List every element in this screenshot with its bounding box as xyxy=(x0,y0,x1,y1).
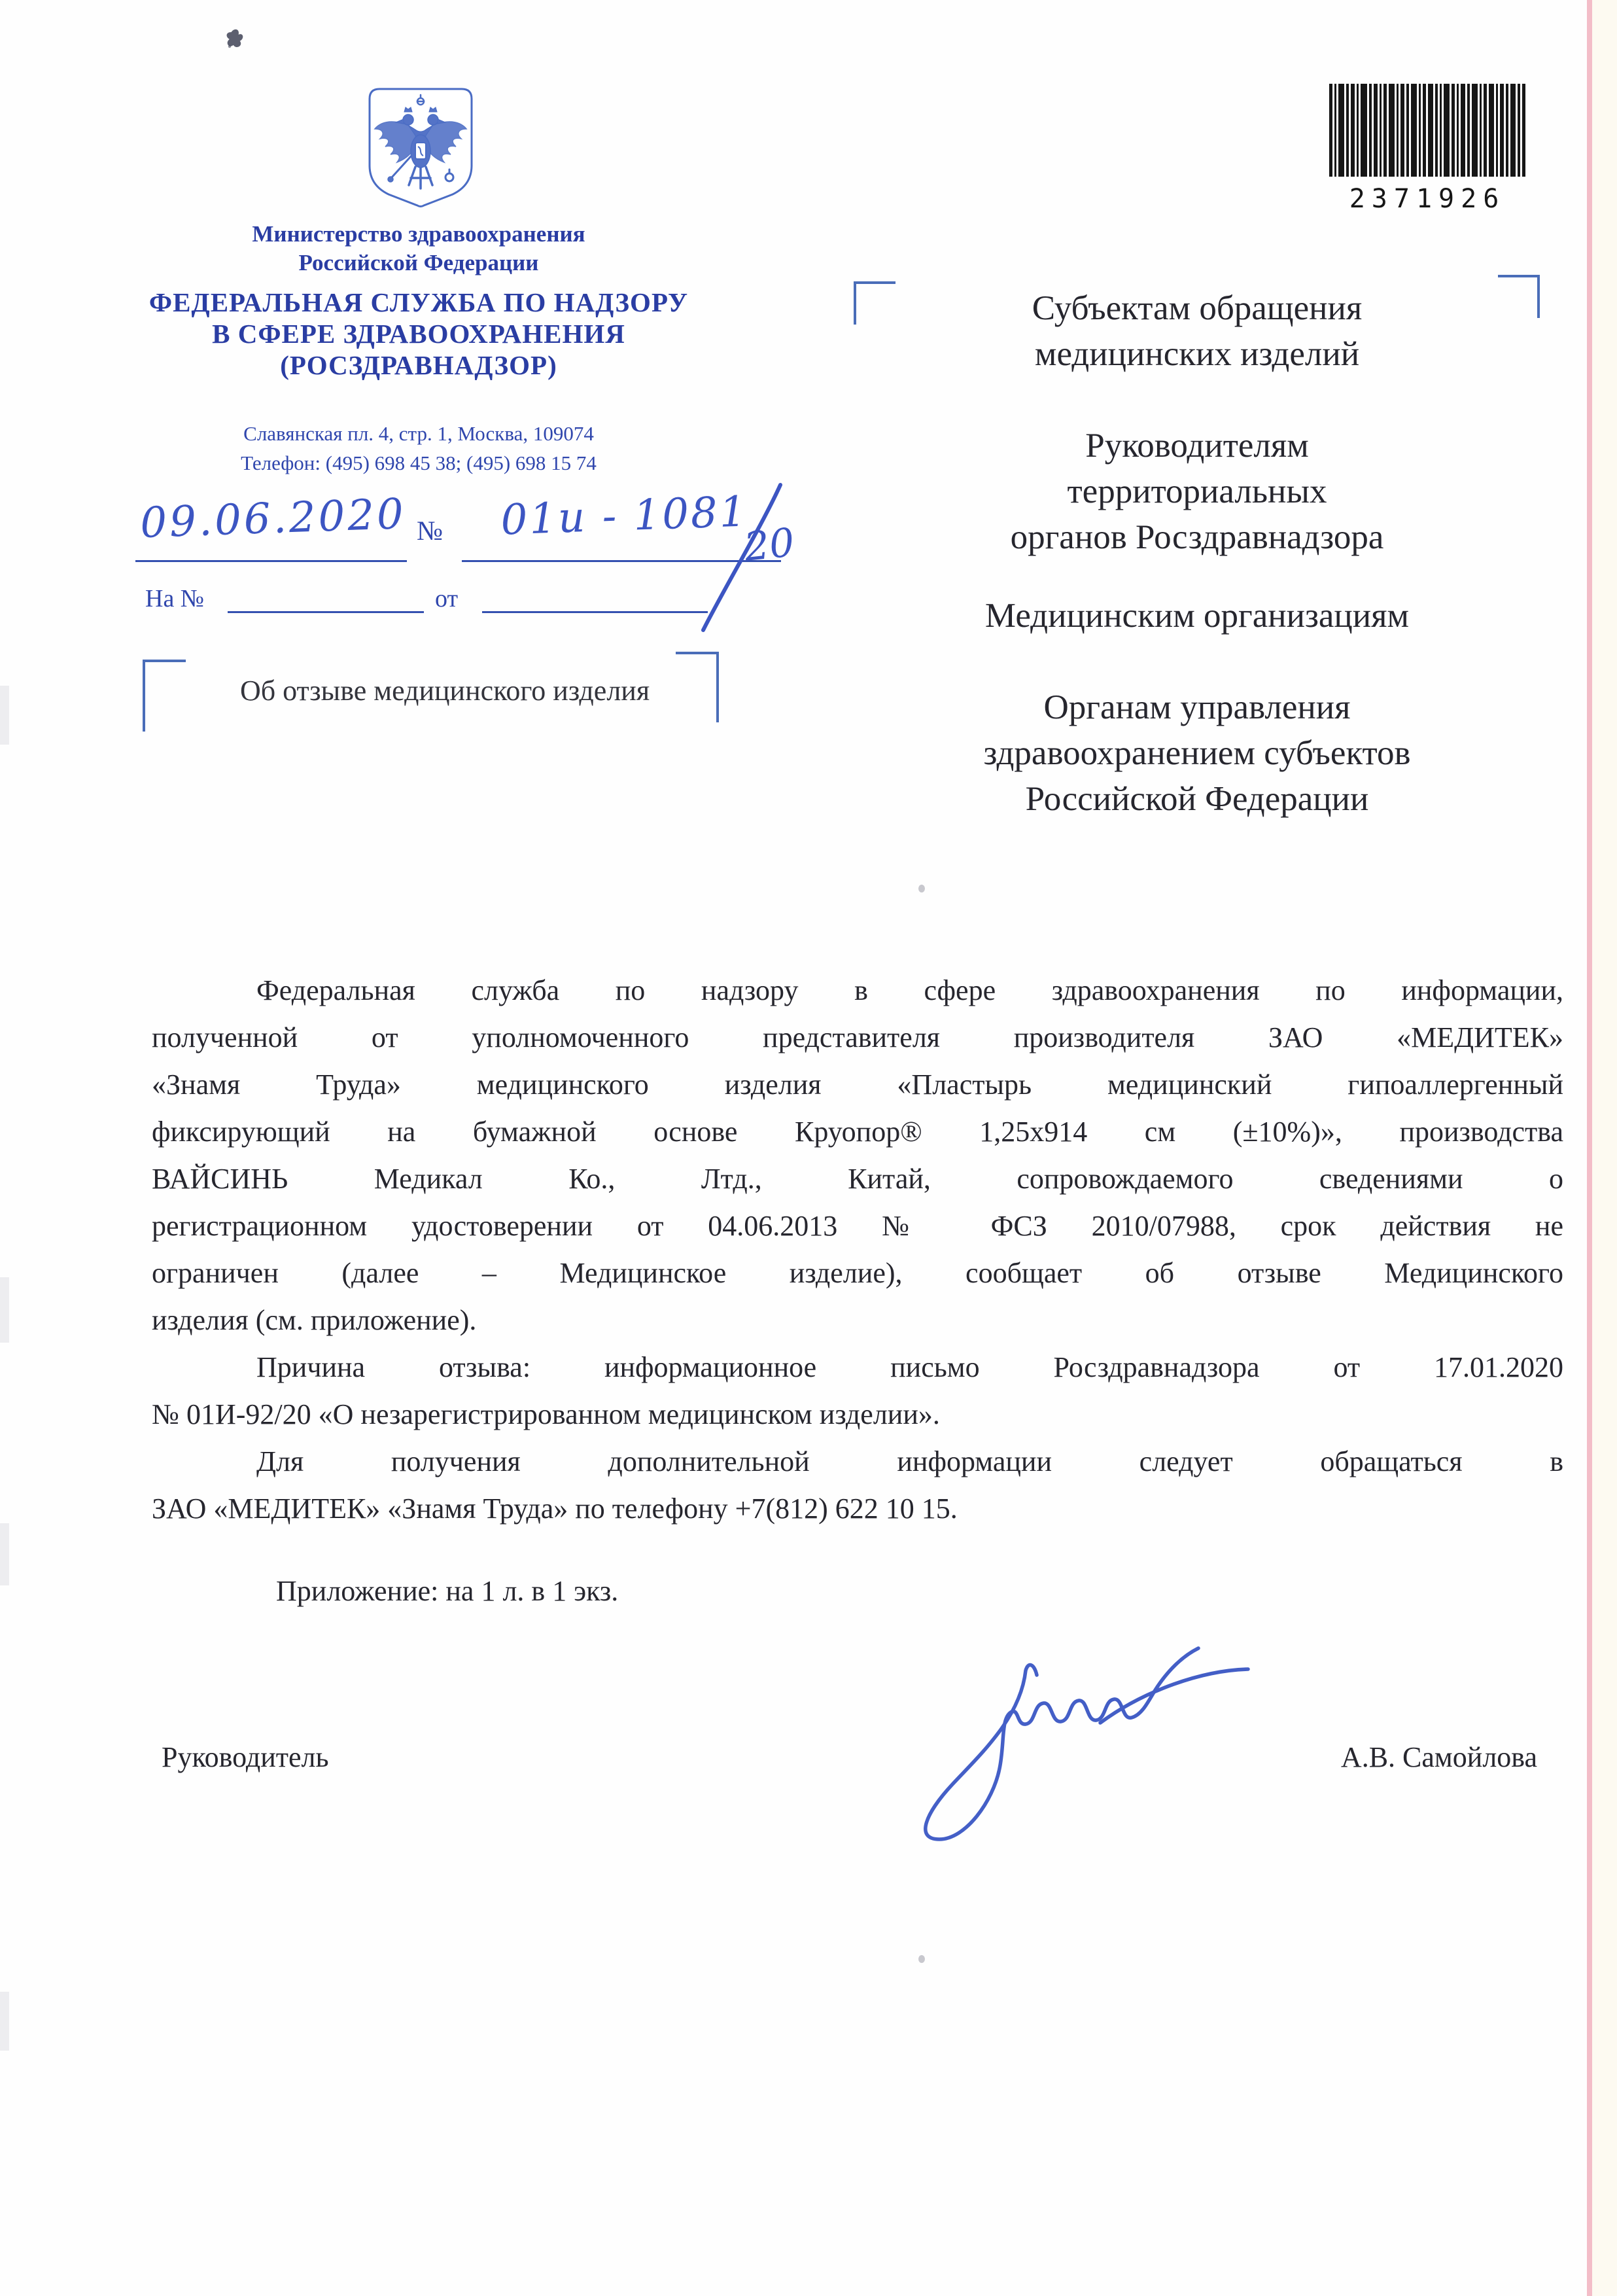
scan-edge-strip xyxy=(1592,0,1617,2296)
signer-name: А.В. Самойлова xyxy=(1340,1741,1537,1773)
recipient-line: Органам управления xyxy=(1043,688,1351,726)
handwritten-number: 01и - 1081 xyxy=(500,487,749,545)
scan-streak xyxy=(0,686,9,745)
scan-speck xyxy=(918,885,925,892)
recipients-block xyxy=(850,285,1544,822)
recipient-group xyxy=(850,423,1544,560)
recipient-line: Российской Федерации xyxy=(1025,780,1369,818)
body-line: Для получения дополнительной информации следует обращаться в xyxy=(256,1445,1563,1477)
body-line: № 01И-92/20 «О незарегистрированном медицинском изделии». xyxy=(152,1398,940,1430)
ink-smudge-icon xyxy=(224,26,247,52)
letter-body xyxy=(152,967,1563,1532)
ministry-line2: Российской Федерации xyxy=(298,250,539,275)
contact-block xyxy=(111,419,726,478)
scan-streak xyxy=(0,1277,9,1343)
ot-underline xyxy=(482,611,708,613)
russian-coat-of-arms-icon xyxy=(365,86,476,213)
body-line: Федеральная служба по надзору в сфере здравоохранения по информации, xyxy=(256,974,1563,1006)
recipient-line: Руководителям xyxy=(1085,427,1309,465)
recipient-group xyxy=(850,684,1544,822)
recipient-line: медицинских изделий xyxy=(1034,335,1360,373)
signer-position: Руководитель xyxy=(162,1741,329,1773)
recipient-line: Медицинским организациям xyxy=(984,597,1410,635)
body-line: полученной от уполномоченного представителя производителя ЗАО «МЕДИТЕК» xyxy=(152,1021,1563,1053)
handwritten-number-suffix: 20 xyxy=(742,520,797,571)
body-line: фиксирующий на бумажной основе Круопор® 1,25х914 см (±10%)», производства xyxy=(152,1116,1563,1148)
body-line: Причина отзыва: информационное письмо Росздравнадзора от 17.01.2020 xyxy=(256,1351,1563,1383)
barcode xyxy=(1329,84,1525,214)
barcode-icon xyxy=(1329,84,1525,177)
attachment-note: Приложение: на 1 л. в 1 экз. xyxy=(276,1575,619,1607)
scan-edge-pink-line xyxy=(1587,0,1592,2296)
scan-speck xyxy=(918,1955,925,1963)
service-line2: В СФЕРЕ ЗДРАВООХРАНЕНИЯ xyxy=(212,319,625,349)
postal-address: Славянская пл. 4, стр. 1, Москва, 109074 xyxy=(243,422,594,445)
body-line: ВАЙСИНЬ Медикал Ко., Лтд., Китай, сопровождаемого сведениями о xyxy=(152,1163,1563,1195)
na-no-underline xyxy=(228,611,424,613)
body-line: «Знамя Труда» медицинского изделия «Пластырь медицинский гипоаллергенный xyxy=(152,1069,1563,1101)
recipient-line: органов Росздравнадзора xyxy=(1010,518,1384,556)
body-line: ЗАО «МЕДИТЕК» «Знамя Труда» по телефону +7(812) 622 10 15. xyxy=(152,1492,958,1525)
signature-icon xyxy=(890,1639,1269,1848)
phone-numbers: Телефон: (495) 698 45 38; (495) 698 15 74 xyxy=(241,451,597,474)
recipient-line: здравоохранением субъектов xyxy=(983,734,1411,772)
recipient-group xyxy=(850,593,1544,639)
subject-line: Об отзыве медицинского изделия xyxy=(239,675,650,707)
recipient-group xyxy=(850,285,1544,377)
ministry-line1: Министерство здравоохранения xyxy=(252,221,585,247)
scan-streak xyxy=(0,1992,9,2051)
service-line1: ФЕДЕРАЛЬНАЯ СЛУЖБА ПО НАДЗОРУ xyxy=(148,287,689,317)
body-line: ограничен (далее – Медицинское изделие), сообщает об отзыве Медицинского xyxy=(152,1257,1563,1289)
body-line: регистрационном удостоверении от 04.06.2013 № ФСЗ 2010/07988, срок действия не xyxy=(152,1210,1563,1242)
service-line3: (РОСЗДРАВНАДЗОР) xyxy=(280,350,557,380)
barcode-number: 2371926 xyxy=(1349,184,1506,214)
scan-streak xyxy=(0,1523,9,1585)
date-underline xyxy=(135,560,407,562)
na-no-label: На № xyxy=(145,585,205,612)
body-line: изделия (см. приложение). xyxy=(152,1304,477,1336)
ot-label: от xyxy=(435,585,459,612)
corner-mark-subject-left xyxy=(143,660,186,732)
service-name xyxy=(85,287,752,381)
recipient-line: территориальных xyxy=(1067,472,1327,510)
handwritten-date: 09.06.2020 xyxy=(139,489,407,548)
ministry-name xyxy=(111,220,726,277)
number-sign-label: № xyxy=(417,516,443,546)
recipient-line: Субъектам обращения xyxy=(1032,289,1363,327)
